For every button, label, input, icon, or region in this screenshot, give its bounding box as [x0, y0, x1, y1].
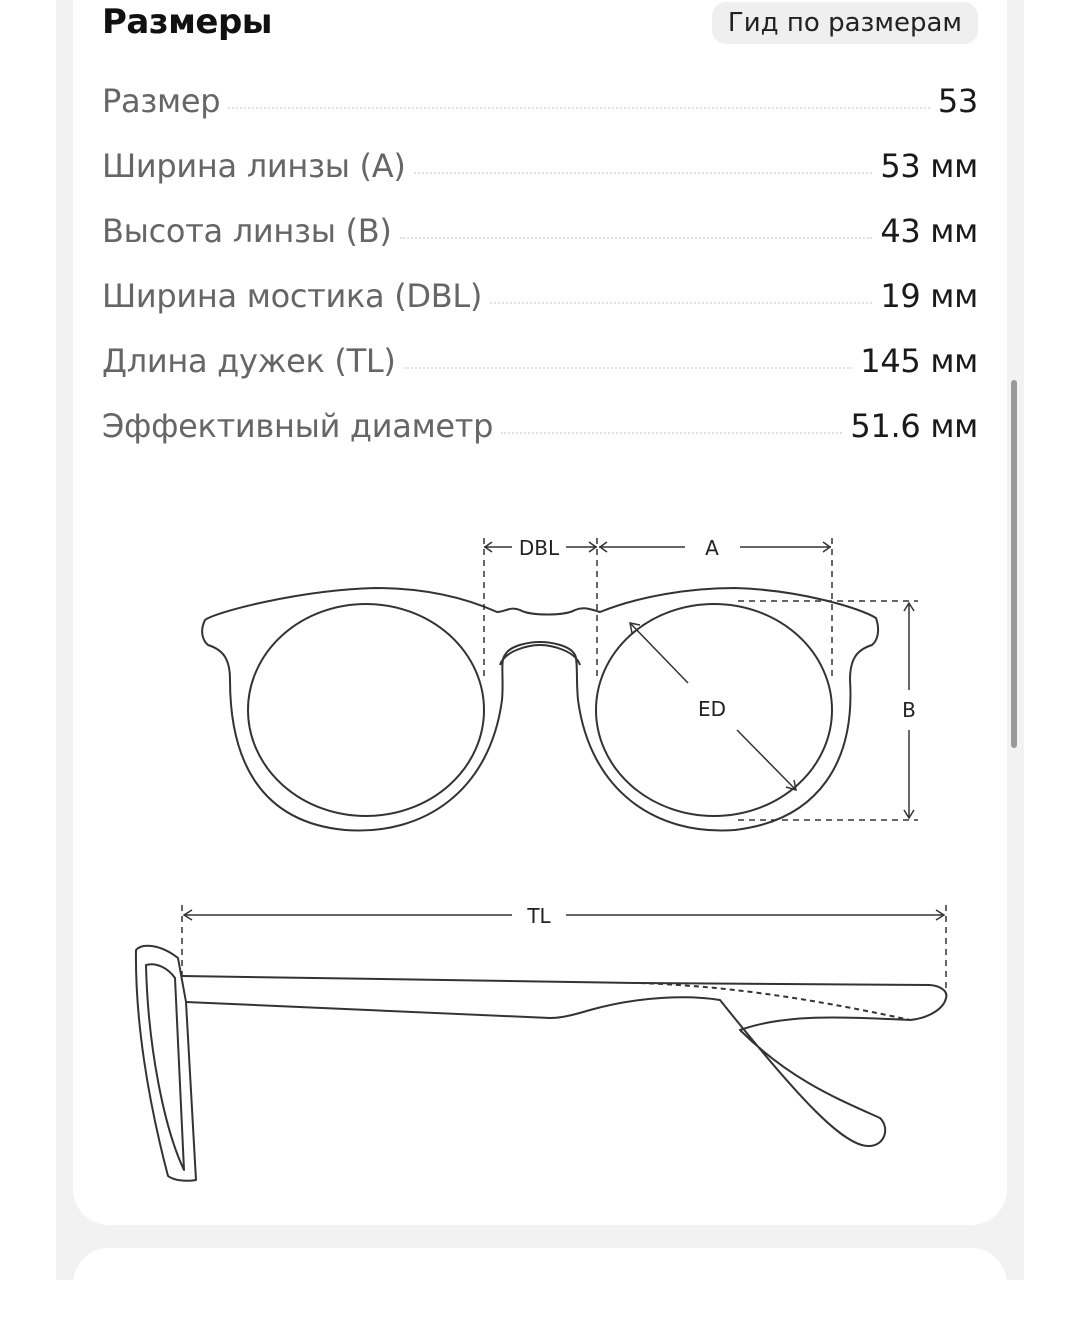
size-guide-button[interactable]: Гид по размерам	[712, 2, 978, 44]
spec-label: Ширина линзы (А)	[102, 146, 406, 185]
side-lens	[146, 964, 184, 1170]
spec-label: Длина дужек (TL)	[102, 341, 396, 380]
spec-value: 51.6 мм	[850, 406, 978, 445]
spec-value: 53	[937, 81, 978, 120]
glasses-front-view	[202, 588, 878, 831]
b-label: B	[902, 698, 916, 722]
dbl-label: DBL	[518, 536, 560, 560]
spec-value: 19 мм	[880, 276, 978, 315]
a-label: A	[705, 536, 719, 560]
temple-arm	[182, 976, 946, 1146]
left-lens	[248, 604, 484, 816]
side-frame-front	[136, 946, 196, 1181]
spec-label: Эффективный диаметр	[102, 406, 494, 445]
ed-line-bottom	[737, 730, 795, 789]
frame-outline	[202, 588, 878, 831]
spec-value: 53 мм	[880, 146, 978, 185]
temple-tip-dashed	[640, 983, 910, 1020]
ed-label: ED	[697, 697, 727, 721]
glasses-side-view	[136, 946, 946, 1181]
spec-label: Ширина мостика (DBL)	[102, 276, 483, 315]
section-title: Размеры	[102, 2, 273, 42]
tl-label: TL	[527, 904, 551, 928]
front-measurements	[484, 538, 918, 820]
spec-label: Высота линзы (В)	[102, 211, 392, 250]
spec-label: Размер	[102, 81, 221, 120]
ed-line-top	[631, 624, 688, 683]
spec-value: 43 мм	[880, 211, 978, 250]
spec-value: 145 мм	[860, 341, 978, 380]
scrollbar[interactable]	[1011, 380, 1017, 748]
